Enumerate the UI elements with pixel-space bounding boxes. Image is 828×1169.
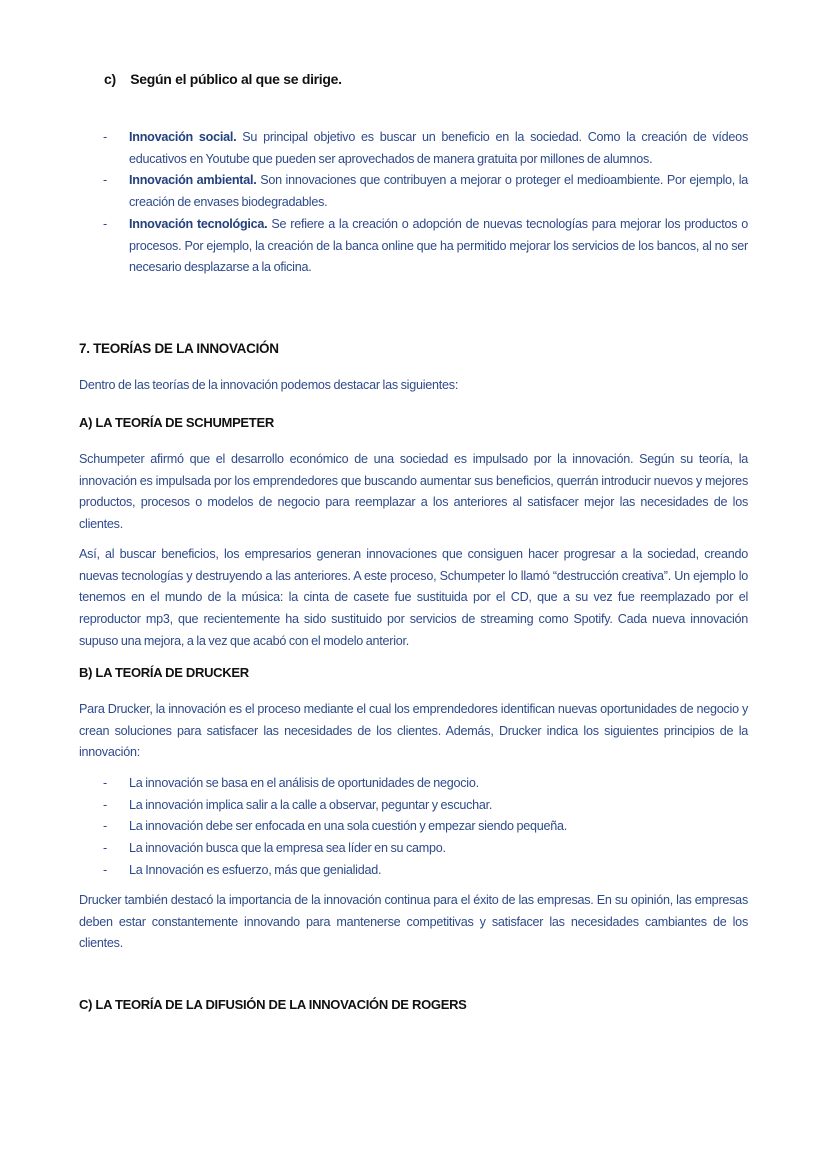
drucker-title: B) LA TEORÍA DE DRUCKER [79,665,249,680]
rogers-title: C) LA TEORÍA DE LA DIFUSIÓN DE LA INNOVACIÓN DE ROGERS [79,997,467,1012]
section-c-marker: c) [104,71,116,87]
section-7-intro: Dentro de las teorías de la innovación podemos destacar las siguientes: [79,378,459,392]
drucker-paragraph-1: Para Drucker, la innovación es el proceso mediante el cual los emprendedores identifican nuevas oportunidades de negocio y crean soluciones para satisfacer las necesidades de los clientes. Además, Drucker indica los siguientes principios de la innovación: [79,702,748,760]
innovation-types-list [79,127,748,279]
drucker-principles-list [79,773,748,882]
list-item: - La innovación busca que la empresa sea líder en su campo. [103,841,446,856]
list-item: - Innovación tecnológica. Se refiere a la creación o adopción de nuevas tecnologías para mejorar los productos o procesos. Por ejemplo, la creación de la banca online que ha permitido mejorar los servicios de los bancos, al no ser necesario desplazarse a la oficina. [103,216,749,275]
drucker-paragraph-2: Drucker también destacó la importancia de la innovación continua para el éxito de las empresas. En su opinión, las empresas deben estar constantemente innovando para mantenerse competitivas y satisfacer las necesidades cambiantes de los clientes. [79,893,748,951]
list-item: - Innovación ambiental. Son innovaciones que contribuyen a mejorar o proteger el medioambiente. Por ejemplo, la creación de envases biodegradables. [103,173,749,210]
schumpeter-title: A) LA TEORÍA DE SCHUMPETER [79,415,274,430]
schumpeter-paragraph-1: Schumpeter afirmó que el desarrollo económico de una sociedad es impulsado por la innovación. Según su teoría, la innovación es impulsada por los emprendedores que buscando aumentar sus beneficios, querrán introducir nuevos y mejores productos, procesos o modelos de negocio para reemplazar a los anteriores al satisfacer mejor las necesidades de los clientes. [79,452,748,532]
list-item: - Innovación social. Su principal objetivo es buscar un beneficio en la sociedad. Como la creación de vídeos educativos en Youtube que pueden ser aprovechados de manera gratuita por millones de alumnos. [103,130,748,166]
section-c-heading [104,71,773,87]
list-item: - La innovación implica salir a la calle a observar, peguntar y escuchar. [103,797,493,812]
list-item: - La Innovación es esfuerzo, más que genialidad. [103,862,382,877]
section-c-title: Según el público al que se dirige. [130,71,342,87]
list-item: - La innovación debe ser enfocada en una sola cuestión y empezar siendo pequeña. [103,819,568,834]
list-item: - La innovación se basa en el análisis de oportunidades de negocio. [103,776,479,790]
schumpeter-paragraph-2: Así, al buscar beneficios, los empresarios generan innovaciones que consiguen hacer progresar a la sociedad, creando nuevas tecnologías y destruyendo a las anteriores. A este proceso, Schumpeter lo llamó “destrucción creativa”. Un ejemplo lo tenemos en el mundo de la música: la cinta de casete fue sustituida por el CD, que a su vez fue reemplazado por el reproductor mp3, que recientemente ha sido sustituido por servicios de streaming como Spotify. Cada nueva innovación supuso una mejora, a la vez que acabó con el modelo anterior. [79,547,748,648]
section-7-title: 7. TEORÍAS DE LA INNOVACIÓN [79,341,279,356]
